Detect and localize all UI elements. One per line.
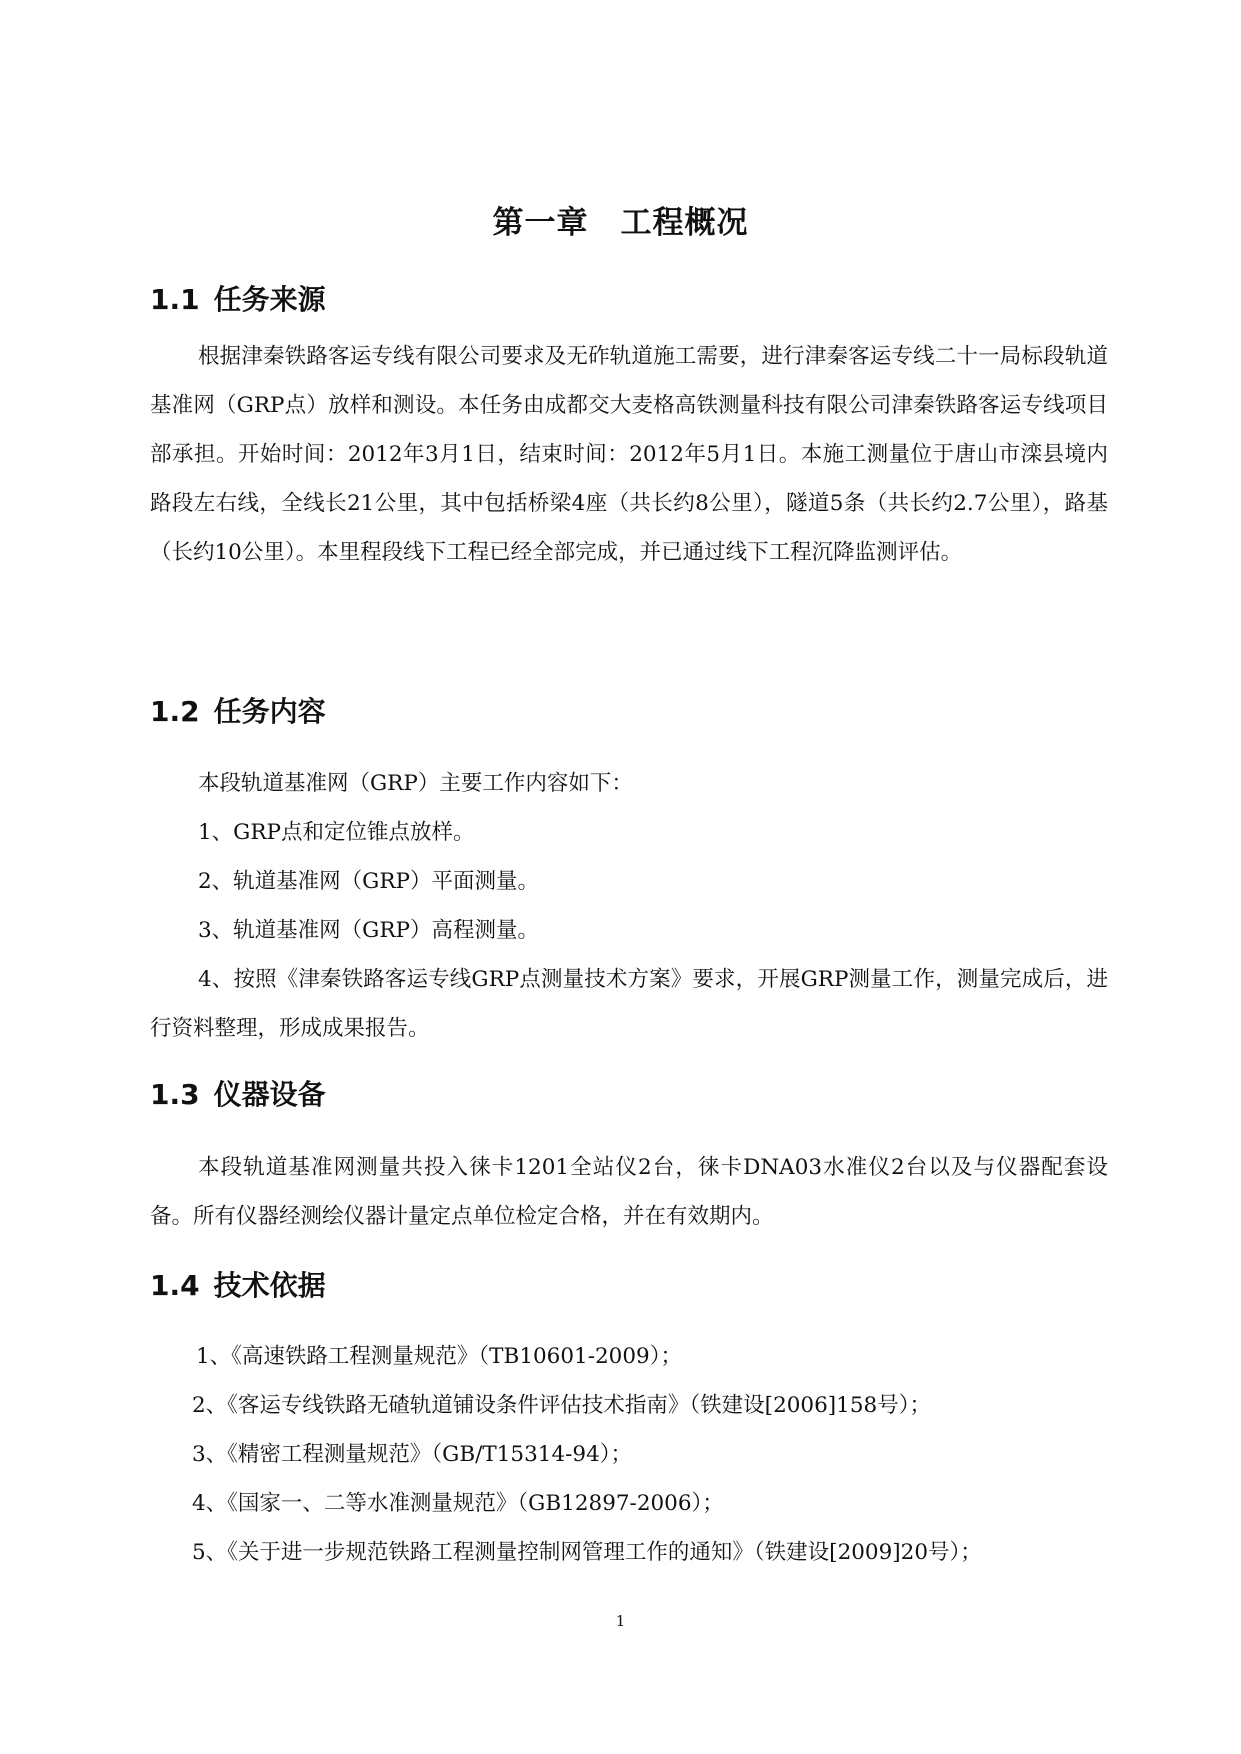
list-item: 3、《精密工程测量规范》（GB/T15314-94）； (192, 1442, 633, 1467)
section-title: 任务内容 (213, 695, 326, 728)
chapter-title: 第一章 工程概况 (492, 205, 749, 241)
section-number: 1.4 (150, 1269, 200, 1302)
list-item: 1、《高速铁路工程测量规范》（TB10601-2009）； (196, 1344, 682, 1369)
list-item: 1、GRP点和定位锥点放样。 (198, 820, 475, 845)
section-heading-1-4 (150, 1268, 326, 1304)
section-1-2-intro: 本段轨道基准网（GRP）主要工作内容如下： (198, 771, 633, 796)
section-title: 技术依据 (213, 1269, 326, 1302)
page-number: 1 (615, 1612, 626, 1630)
section-1-3-paragraph: 本段轨道基准网测量共投入徕卡1201全站仪2台，徕卡DNA03水准仪2台以及与仪器配套设备。所有仪器经测绘仪器计量定点单位检定合格，并在有效期内。 (150, 1155, 1108, 1229)
section-1-1-paragraph: 根据津秦铁路客运专线有限公司要求及无砟轨道施工需要，进行津秦客运专线二十一局标段轨道基准网（GRP点）放样和测设。本任务由成都交大麦格高铁测量科技有限公司津秦铁路客运专线项目部承担。开始时间：2012年3月1日，结束时间：2012年5月1日。本施工测量位于唐山市滦县境内路段左右线，全线长21公里，其中包括桥梁4座（共长约8公里），隧道5条（共长约2.7公里），路基（长约10公里）。本里程段线下工程已经全部完成，并已通过线下工程沉降监测评估。 (150, 344, 1108, 565)
list-item: 4、《国家一、二等水准测量规范》（GB12897-2006）； (192, 1491, 724, 1516)
section-heading-1-2 (150, 694, 326, 730)
section-number: 1.2 (150, 695, 200, 728)
list-item: 5、《关于进一步规范铁路工程测量控制网管理工作的通知》（铁建设[2009]20号）； (192, 1540, 982, 1565)
section-title: 任务来源 (213, 283, 326, 316)
list-item: 4、按照《津秦铁路客运专线GRP点测量技术方案》要求，开展GRP测量工作，测量完成后，进行资料整理，形成成果报告。 (150, 967, 1108, 1041)
section-number: 1.1 (150, 283, 200, 316)
section-heading-1-1 (150, 282, 326, 318)
list-item: 3、轨道基准网（GRP）高程测量。 (198, 918, 540, 943)
section-title: 仪器设备 (213, 1078, 326, 1111)
list-item: 2、《客运专线铁路无碴轨道铺设条件评估技术指南》（铁建设[2006]158号）； (192, 1393, 931, 1418)
section-heading-1-3 (150, 1077, 326, 1113)
section-number: 1.3 (150, 1078, 200, 1111)
list-item: 2、轨道基准网（GRP）平面测量。 (198, 869, 540, 894)
